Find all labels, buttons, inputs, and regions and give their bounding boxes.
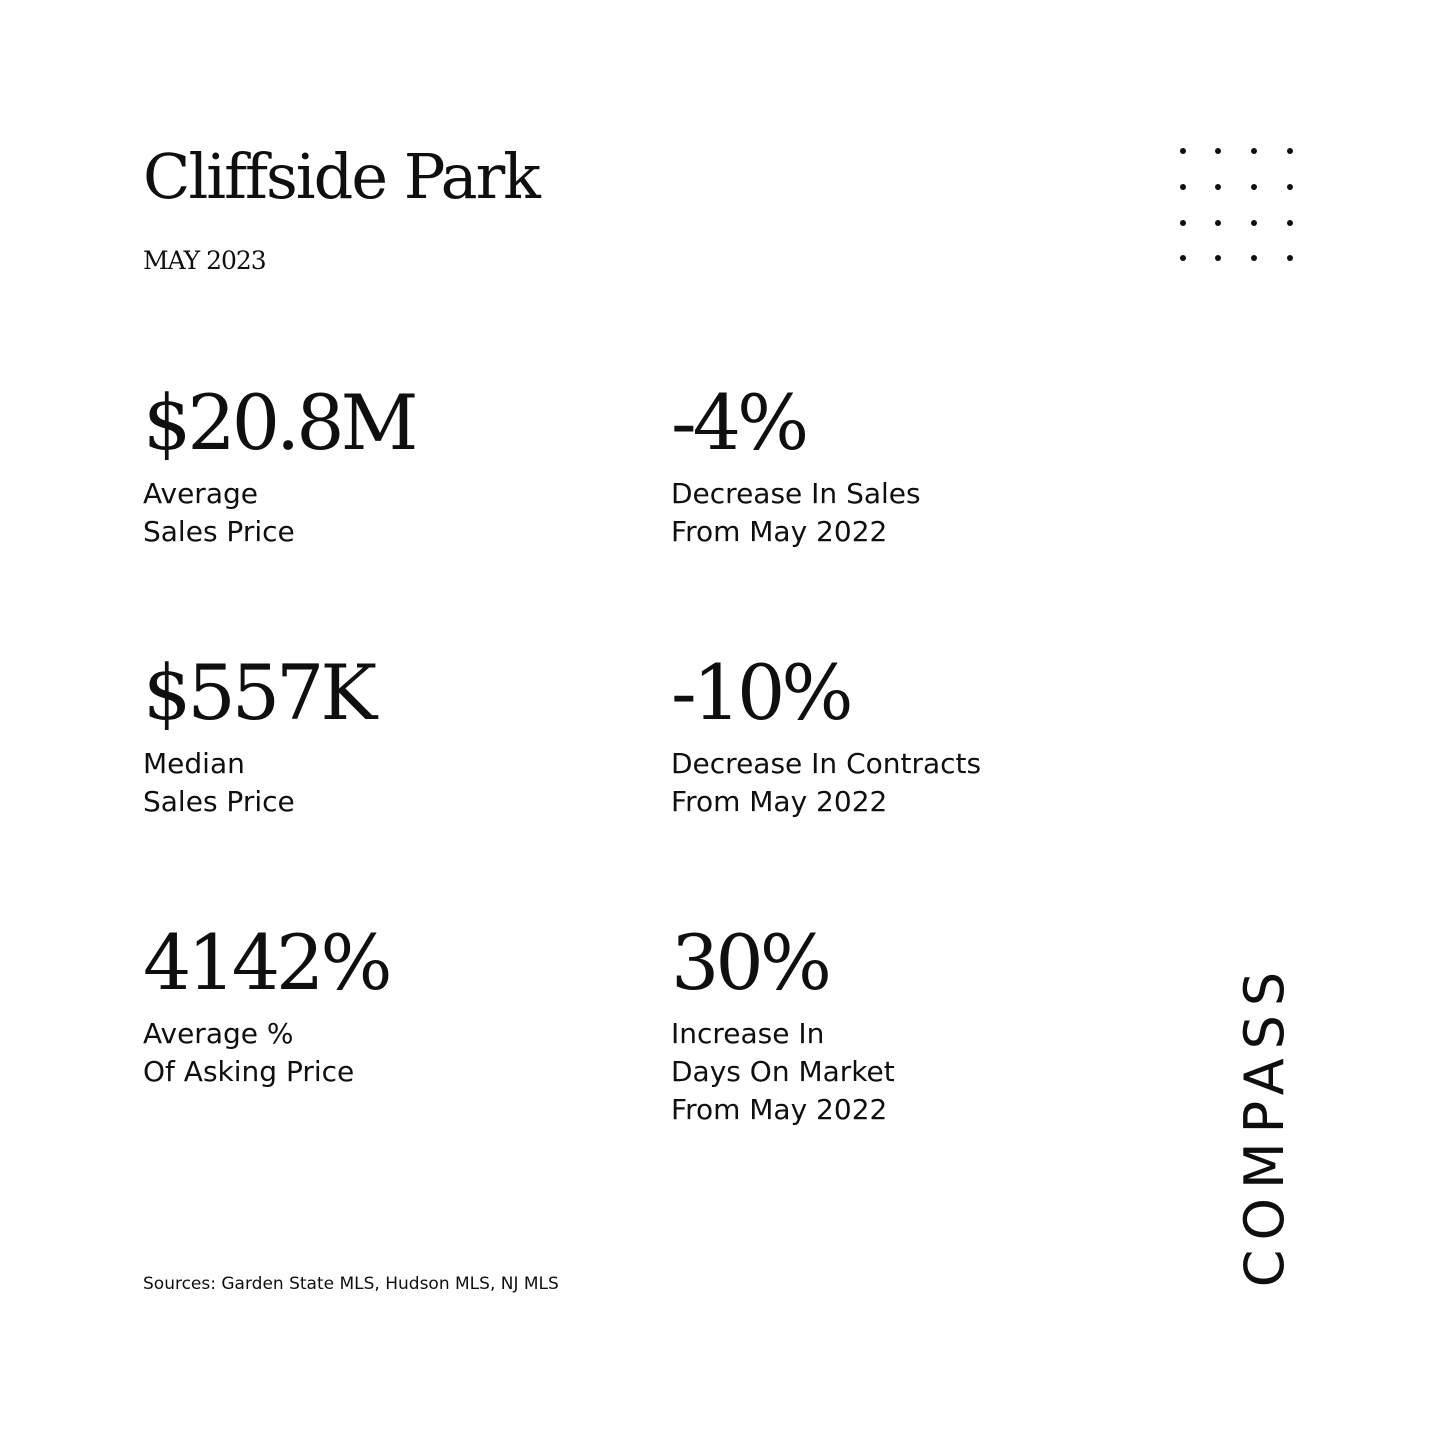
page-title: Cliffside Park [143, 140, 539, 213]
stat-label [671, 745, 1131, 821]
report-period: MAY 2023 [143, 246, 266, 275]
dot-grid-decoration [1170, 140, 1310, 270]
sources-note: Sources: Garden State MLS, Hudson MLS, NJ MLS [143, 1274, 559, 1294]
stat-median-sales-price [143, 648, 603, 821]
stat-label-line: Median [143, 747, 245, 780]
stat-average-sales-price [143, 378, 603, 551]
stat-label [671, 475, 1131, 551]
stat-label-line: Sales Price [143, 515, 295, 548]
stat-label [671, 1015, 1131, 1129]
stat-label [143, 475, 603, 551]
stat-value: $557K [143, 648, 374, 737]
stat-label-line: Days On Market [671, 1055, 895, 1088]
compass-logo [1230, 950, 1300, 1300]
stat-decrease-in-contracts [671, 648, 1131, 821]
stat-label-line: Decrease In Sales [671, 477, 921, 510]
stat-value: 4142% [143, 918, 389, 1007]
stat-label-line: From May 2022 [671, 785, 888, 818]
stat-decrease-in-sales [671, 378, 1131, 551]
stat-value: $20.8M [143, 378, 415, 467]
stat-label-line: Increase In [671, 1017, 825, 1050]
stat-value: 30% [671, 918, 828, 1007]
stat-increase-days-on-market [671, 918, 1131, 1129]
logo-text: COMPASS [1233, 962, 1296, 1288]
stat-label [143, 1015, 603, 1091]
stat-label-line: Decrease In Contracts [671, 747, 982, 780]
stat-label-line: Average % [143, 1017, 294, 1050]
stat-label-line: From May 2022 [671, 1093, 888, 1126]
stat-label-line: From May 2022 [671, 515, 888, 548]
stat-label-line: Sales Price [143, 785, 295, 818]
stat-label [143, 745, 603, 821]
stat-value: -10% [671, 648, 850, 737]
stat-average-of-asking-price [143, 918, 603, 1091]
stat-label-line: Average [143, 477, 258, 510]
stat-label-line: Of Asking Price [143, 1055, 355, 1088]
stat-value: -4% [671, 378, 806, 467]
